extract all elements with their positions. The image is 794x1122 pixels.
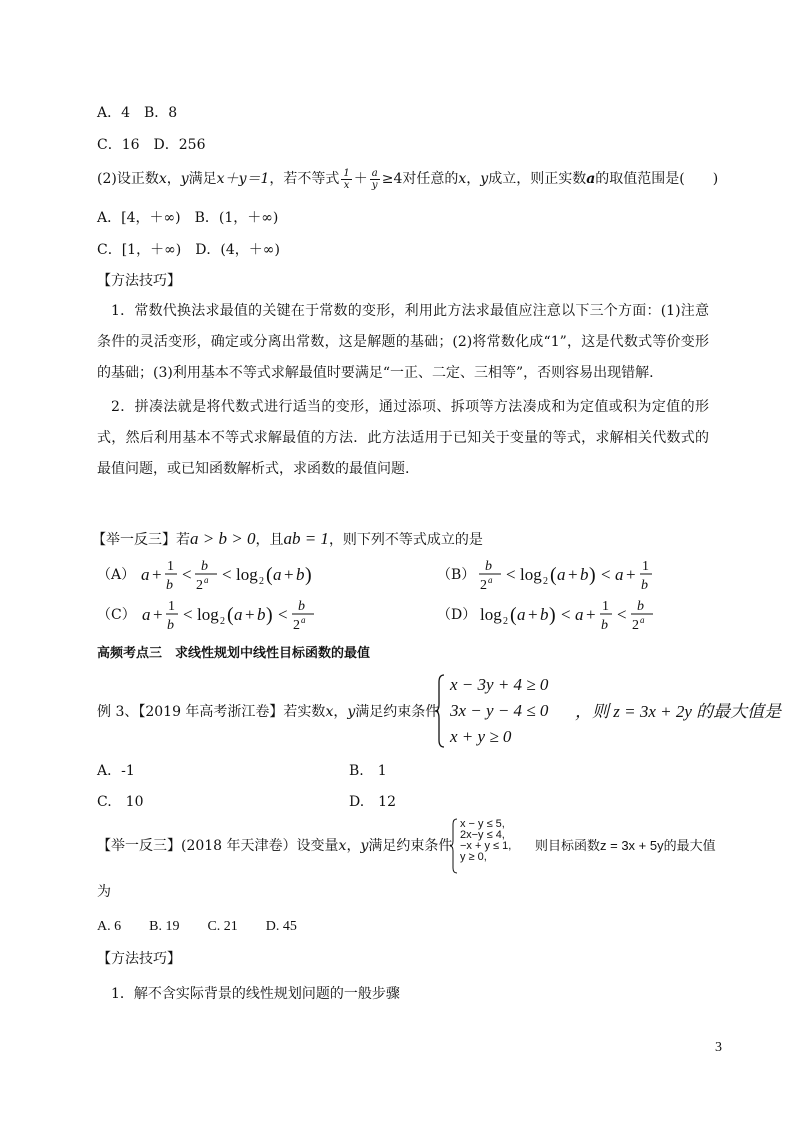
svg-text:log: log	[480, 605, 502, 624]
svg-text:<: <	[601, 565, 611, 584]
svg-text:b: b	[641, 578, 649, 592]
svg-text:a: a	[640, 615, 645, 625]
svg-text:a: a	[488, 575, 493, 585]
method-heading-2: 【方法技巧】	[97, 951, 181, 967]
example-3-objective: ，则 z = 3x + 2y 的最大值是	[575, 702, 782, 721]
example-3-option-d: D. 12	[349, 794, 396, 810]
q1-options-ab: A．4 B．8	[97, 105, 178, 121]
svg-text:<: <	[561, 605, 571, 624]
svg-text:log: log	[520, 565, 543, 584]
svg-text:<: <	[182, 565, 192, 584]
svg-text:1: 1	[602, 599, 610, 614]
svg-text:1: 1	[167, 599, 175, 614]
svg-text:): )	[305, 564, 312, 586]
q1-options-cd: C．16 D．256	[97, 137, 206, 153]
practice-2-objective: 则目标函数z = 3x + 5y的最大值	[535, 838, 716, 853]
svg-text:b: b	[601, 618, 609, 632]
formula-option-d	[476, 596, 676, 632]
practice-2-constraints	[460, 819, 511, 863]
svg-text:2: 2	[543, 576, 549, 587]
formula-option-c	[136, 596, 326, 632]
svg-text:a: a	[141, 565, 150, 584]
svg-text:2: 2	[219, 616, 225, 627]
practice-1-option-b: （B） b 2 a < log 2 ( a + b ) < a + 1 b	[437, 556, 665, 592]
svg-text:2: 2	[292, 618, 300, 632]
svg-text:a: a	[233, 605, 243, 624]
svg-text:b: b	[637, 599, 645, 614]
practice-1-stem: 【举一反三】若a > b > 0，且ab = 1，则下列不等式成立的是	[92, 529, 483, 548]
svg-text:): )	[265, 604, 273, 626]
svg-text:b: b	[166, 578, 174, 592]
svg-text:<: <	[617, 605, 627, 624]
practice-2-stem: 【举一反三】(2018 年天津卷）设变量x，y满足约束条件	[97, 838, 453, 854]
constraint-1: x − y ≤ 5,	[460, 818, 505, 830]
svg-text:(: (	[226, 604, 234, 626]
svg-text:log: log	[236, 565, 258, 584]
svg-text:1: 1	[642, 559, 650, 574]
svg-text:b: b	[297, 599, 305, 614]
svg-text:a: a	[273, 565, 282, 584]
svg-text:b: b	[256, 605, 266, 624]
q2-options-ab: A．[4，＋∞) B．(1，＋∞)	[97, 210, 279, 226]
example-3-option-b: B. 1	[349, 763, 387, 779]
svg-text:+: +	[152, 565, 162, 584]
method-2-paragraph-1: 1．解不含实际背景的线性规划问题的一般步骤	[111, 986, 400, 1002]
left-brace-icon	[435, 674, 445, 748]
svg-text:+: +	[244, 605, 255, 624]
svg-text:a: a	[300, 615, 306, 625]
svg-text:<: <	[506, 565, 516, 584]
svg-text:b: b	[580, 565, 589, 584]
svg-text:a: a	[517, 605, 526, 624]
constraint-1: x − 3y + 4 ≥ 0	[450, 675, 549, 694]
practice-1-option-d: （D） log 2 ( a + b ) < a + 1 b < b 2 a	[437, 596, 676, 632]
example-3-option-c: C. 10	[97, 794, 144, 810]
svg-text:): )	[549, 604, 556, 626]
formula-option-b	[475, 556, 665, 592]
svg-text:a: a	[615, 565, 624, 584]
svg-text:2: 2	[259, 576, 265, 587]
svg-text:(: (	[550, 564, 557, 586]
svg-text:b: b	[201, 559, 209, 574]
svg-text:2: 2	[632, 618, 640, 632]
svg-text:2: 2	[480, 578, 488, 592]
svg-text:a: a	[141, 605, 151, 624]
practice-1-option-a: （A） a + 1 b < b 2 a < log 2 ( a + b )	[97, 556, 325, 592]
q2-stem: (2)设正数x，y满足x＋y＝1，若不等式 $\frac{1}{x}$ ＋ $\frac{a}{y}$ ≥4对任意的x，y成立，则正实数a的取值范围是( )	[97, 167, 719, 191]
svg-text:1: 1	[167, 559, 175, 574]
page-number: 3	[715, 1040, 722, 1055]
constraint-2: 2x−y ≤ 4,	[460, 829, 505, 841]
section-title: 高频考点三 求线性规划中线性目标函数的最值	[97, 646, 371, 661]
svg-text:b: b	[485, 559, 493, 574]
svg-text:(: (	[266, 564, 273, 586]
svg-text:2: 2	[503, 616, 509, 627]
svg-text:+: +	[586, 605, 596, 624]
practice-1-option-c: （C） a + 1 b < log 2 ( a + b ) < b 2 a	[97, 596, 326, 632]
svg-text:log: log	[196, 605, 219, 624]
method-paragraph-2: 2．拼凑法就是将代数式进行适当的变形，通过添项、拆项等方法凑成和为定值或积为定值的形式，然后利用基本不等式求解最值的方法．此方法适用于已知关于变量的等式，求解相关代数式的最值问题，或已知函数解析式，求函数的最值问题.	[97, 399, 709, 477]
practice-2-tail: 为	[97, 884, 111, 900]
constraint-3: −x + y ≤ 1,	[460, 840, 512, 852]
svg-text:): )	[589, 564, 596, 586]
formula-option-a	[135, 556, 325, 592]
fraction-a-over-y: $\frac{a}{y}$	[371, 167, 378, 191]
svg-text:a: a	[575, 605, 584, 624]
svg-text:(: (	[510, 604, 517, 626]
constraint-3: x + y ≥ 0	[450, 727, 512, 746]
svg-text:+: +	[152, 605, 163, 624]
svg-text:<: <	[182, 605, 193, 624]
example-3-stem: 例 3、【2019 年高考浙江卷】若实数x，y满足约束条件	[97, 704, 440, 720]
svg-text:b: b	[540, 605, 549, 624]
svg-text:+: +	[284, 565, 294, 584]
constraint-4: y ≥ 0,	[460, 851, 487, 863]
svg-text:a: a	[557, 565, 566, 584]
svg-text:+: +	[626, 565, 636, 584]
svg-text:<: <	[277, 605, 288, 624]
q2-options-cd: C．[1，＋∞) D．(4，＋∞)	[97, 242, 280, 258]
svg-text:a: a	[204, 575, 209, 585]
method-heading: 【方法技巧】	[97, 273, 181, 289]
example-3-constraints	[450, 672, 548, 750]
left-brace-small-icon	[450, 818, 458, 874]
svg-text:b: b	[166, 618, 174, 632]
svg-text:+: +	[528, 605, 538, 624]
svg-text:+: +	[568, 565, 578, 584]
practice-2-options: A. 6 B. 19 C. 21 D. 45	[97, 919, 297, 934]
svg-text:<: <	[222, 565, 232, 584]
example-3-option-a: A．-1	[97, 763, 135, 779]
svg-text:b: b	[296, 565, 305, 584]
fraction-1-over-x: $\frac{1}{x}$	[343, 167, 350, 191]
method-paragraph-1: 1．常数代换法求最值的关键在于常数的变形，利用此方法求最值应注意以下三个方面：(1)注意条件的灵活变形，确定或分离出常数，这是解题的基础；(2)将常数化成“1”，这是代数式等价变形的基础；(3)利用基本不等式求解最值时要满足“一正、二定、三相等”，否则容易出现错解.	[97, 303, 709, 381]
svg-text:2: 2	[196, 578, 204, 592]
constraint-2: 3x − y − 4 ≤ 0	[450, 701, 549, 720]
